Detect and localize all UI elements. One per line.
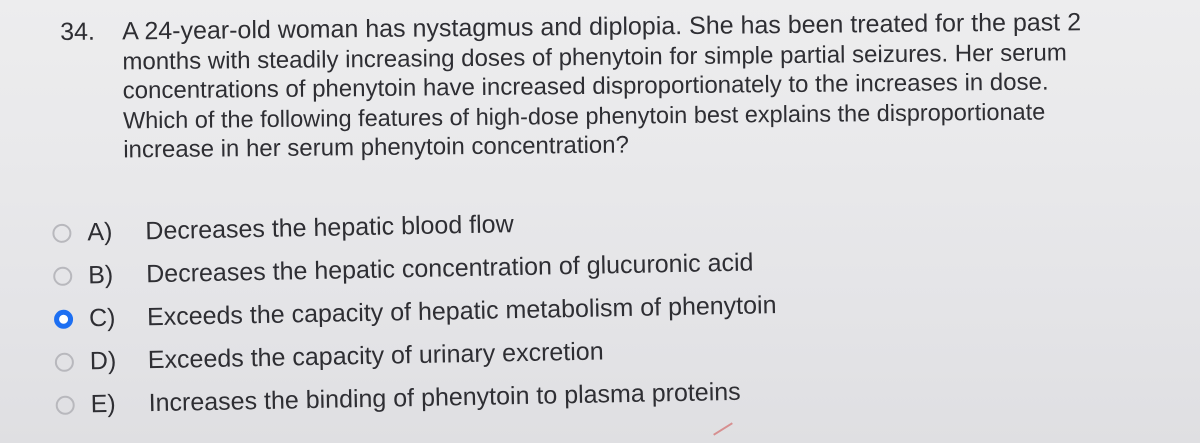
option-text: Increases the binding of phenytoin to plasma proteins: [148, 377, 741, 418]
radio-button-b[interactable]: [53, 267, 72, 286]
option-letter: B): [87, 260, 114, 290]
question-stem-line: concentrations of phenytoin have increased disproportionately to the increases in dose.: [122, 68, 1049, 105]
option-text: Exceeds the capacity of urinary excretion: [147, 337, 604, 375]
radio-button-c-selected[interactable]: [54, 310, 73, 329]
question-stem-line: months with steadily increasing doses of phenytoin for simple partial seizures. Her serum: [122, 38, 1067, 75]
option-letter: D): [89, 346, 117, 376]
answer-options: [52, 195, 956, 427]
radio-button-d[interactable]: [55, 353, 74, 372]
question-stem-line: Which of the following features of high-dose phenytoin best explains the disproportionate: [122, 98, 1046, 133]
option-text: Decreases the hepatic concentration of glucuronic acid: [145, 248, 754, 289]
option-letter: C): [88, 303, 116, 333]
question-stem-line: A 24-year-old woman has nystagmus and diplopia. She has been treated for the past 2: [121, 8, 1082, 46]
pen-mark: [713, 422, 733, 435]
option-letter: E): [90, 389, 116, 419]
question-stem: [122, 7, 1163, 164]
option-text: Decreases the hepatic blood flow: [145, 210, 514, 246]
question-number: 34.: [60, 17, 96, 46]
option-text: Exceeds the capacity of hepatic metabolism of phenytoin: [146, 291, 777, 332]
radio-button-e[interactable]: [56, 396, 75, 415]
option-letter: A): [87, 217, 113, 247]
question-stem-line: increase in her serum phenytoin concentration?: [123, 131, 630, 164]
question-block: [60, 7, 1171, 165]
radio-button-a[interactable]: [52, 224, 71, 243]
